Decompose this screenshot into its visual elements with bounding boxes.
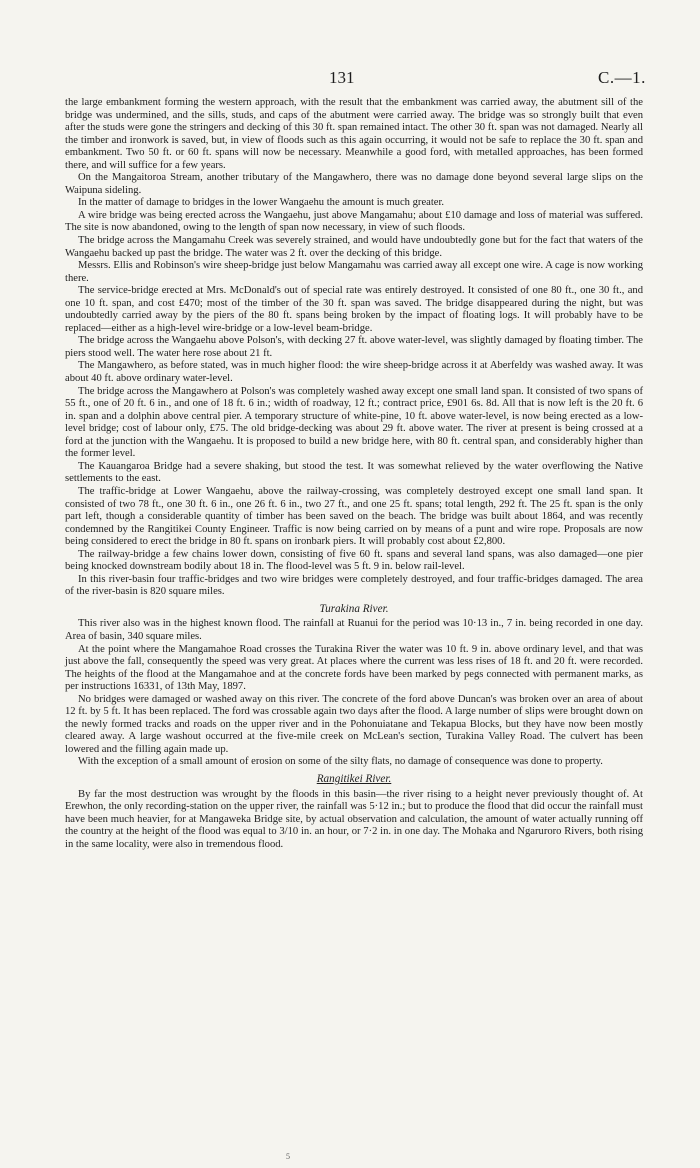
paragraph: With the exception of a small amount of erosion on some of the silty flats, no damage of consequence was done to property. xyxy=(78,756,603,768)
paragraph: By far the most destruction was wrought by the floods in this basin—the river rising to a height never previously thought of. At Erewhon, the only recording-station on the upper river, the rainfall was 5·12 in.; but to produce the flood that did occur the rainfall must have been much heavier, for at Mangaweka Bridge site, by actual observation and calculation, the amount of water actually running off the country at the height of the flood was equal to 3/10 in. an hour, or 7·2 in. in one day. The Mohaka and Ngaruroro Rivers, both rising in the same locality, were also in tremendous flood. xyxy=(65,788,643,850)
document-reference: C.—1. xyxy=(598,68,646,87)
paragraph: On the Mangaitoroa Stream, another tributary of the Mangawhero, there was no damage done beyond several large slips on the Waipuna sideling. xyxy=(65,172,643,196)
paragraph: In this river-basin four traffic-bridges and two wire bridges were completely destroyed, and four traffic-bridges damaged. The area of the river-basin is 820 square miles. xyxy=(65,573,643,598)
paragraph: The bridge across the Mangawhero at Polson's was completely washed away except one small land span. It consisted of two spans of 55 ft., one of 20 ft. 6 in., and one of 18 ft. 6 in.; width of roadway, 12 ft.; contract price, £901 6s. 8d. All that is now left is the 20 ft. 6 in. span and a dolphin above central pier. A temporary structure of white-pine, 10 ft. above water-level, is now being erected as a low-level bridge; cost of labour only, £75. The old bridge-decking was about 29 ft. above water. The river at present is being crossed at a ford at the junction with the Wangaehu. It is proposed to build a new bridge here, with 80 ft. central span, and considerably higher than the former level. xyxy=(65,385,643,460)
page-number: 131 xyxy=(329,68,355,87)
paragraph: The bridge across the Mangamahu Creek was severely strained, and would have undoubtedly gone but for the fact that waters of the Wangaehu backed up past the bridge. The water was 2 ft. over the decking of this bridge. xyxy=(65,235,643,259)
paragraph: The service-bridge erected at Mrs. McDonald's out of special rate was entirely destroyed. It consisted of one 80 ft., one 30 ft., and one 10 ft. span, and cost £470; most of the timber of the 30 ft. span was saved. The bridge disappeared during the night, but was undoubtedly carried away by the piers of the 80 ft. spans being broken by the impact of floating logs. It will probably have to be replaced—either as a high-level wire-bridge or a low-level beam-bridge. xyxy=(65,285,643,334)
paragraph: Messrs. Ellis and Robinson's wire sheep-bridge just below Mangamahu was carried away all except one wire. A cage is now working there. xyxy=(65,260,643,284)
section-heading-rangitikei: Rangitikei River. xyxy=(316,772,392,785)
paragraph: At the point where the Mangamahoe Road crosses the Turakina River the water was 10 ft. 9 in. above ordinary level, and that was just above the fall, consequently the speed was very great. At places where the current was less rises of 18 ft. and 20 ft. were recorded. The heights of the flood at the Mangamahoe and at the concrete fords have been marked by pegs connected with permanent marks, as per instructions 16331, of 13th May, 1897. xyxy=(65,643,643,693)
paragraph: The Mangawhero, as before stated, was in much higher flood: the wire sheep-bridge across it at Aberfeldy was washed away. It was about 40 ft. above ordinary water-level. xyxy=(65,360,643,385)
paragraph: The Kauangaroa Bridge had a severe shaking, but stood the test. It was somewhat relieved by the water overflowing the Native settlements to the east. xyxy=(65,460,643,485)
paragraph: The traffic-bridge at Lower Wangaehu, above the railway-crossing, was completely destroyed except one small land span. It consisted of two 78 ft., one 30 ft. 6 in., one 26 ft. 6 in., two 27 ft., and one 25 ft. spans; total length, 292 ft. The 25 ft. span is the only part left, though a considerable quantity of timber has been saved on the beach. The bridge was built about 1864, and was recently condemned by the Rangitikei County Engineer. Traffic is now being carried on by means of a punt and wire rope. Proposals are now being considered to erect the bridge in 80 ft. spans on ironbark piers. It will probably cost about £2,800. xyxy=(65,485,643,548)
footer-mark: 5 xyxy=(286,1152,290,1161)
paragraph: No bridges were damaged or washed away on this river. The concrete of the ford above Duncan's was broken over an area of about 12 ft. by 5 ft. It has been replaced. The ford was crossable again two days after the flood. A large number of slips were brought down on the newly formed tracks and roads on the upper river and in the Pohonuiatane and Tekapua Blocks, but they have now been mostly cleared away. A large washout occurred at the five-mile creek on McLean's section, Turakina Valley Road. The culvert has been lowered and the filling again made up. xyxy=(65,693,643,755)
paragraph: The railway-bridge a few chains lower down, consisting of five 60 ft. spans and several land spans, was also damaged—one pier being knocked downstream bodily about 18 in. The flood-level was 5 ft. 9 in. below rail-level. xyxy=(65,548,643,573)
paragraph: In the matter of damage to bridges in the lower Wangaehu the amount is much greater. xyxy=(78,197,445,209)
paragraph: the large embankment forming the western approach, with the result that the embankment was carried away, the abutment sill of the bridge was undermined, and the sills, studs, and caps of the abutment were carried away. The bridge was so strongly built that even after the studs were gone the stringers and decking of this 30 ft. span remained intact. The other 30 ft. span was not damaged. Nearly all the timber and ironwork is saved, but, in view of floods such as this again occurring, it would not be safe to replace the 30 ft. span and embankment. Two 50 ft. or 60 ft. spans will now be necessary. Meanwhile a good ford, with metalled approaches, has been formed there, and will suffice for a few years. xyxy=(65,97,643,171)
paragraph: The bridge across the Wangaehu above Polson's, with decking 27 ft. above water-level, was slightly damaged by floating timber. The piers stood well. The water here rose about 21 ft. xyxy=(65,335,643,359)
section-heading-turakina: Turakina River. xyxy=(319,602,389,615)
page-header xyxy=(0,68,700,96)
paragraph: This river also was in the highest known flood. The rainfall at Ruanui for the period was 10·13 in., 7 in. being recorded in one day. Area of basin, 340 square miles. xyxy=(65,618,643,642)
paragraph: A wire bridge was being erected across the Wangaehu, just above Mangamahu; about £10 damage and loss of material was suffered. The site is now abandoned, owing to the length of span now necessary, in view of such floods. xyxy=(65,209,643,234)
body-text xyxy=(65,97,643,851)
